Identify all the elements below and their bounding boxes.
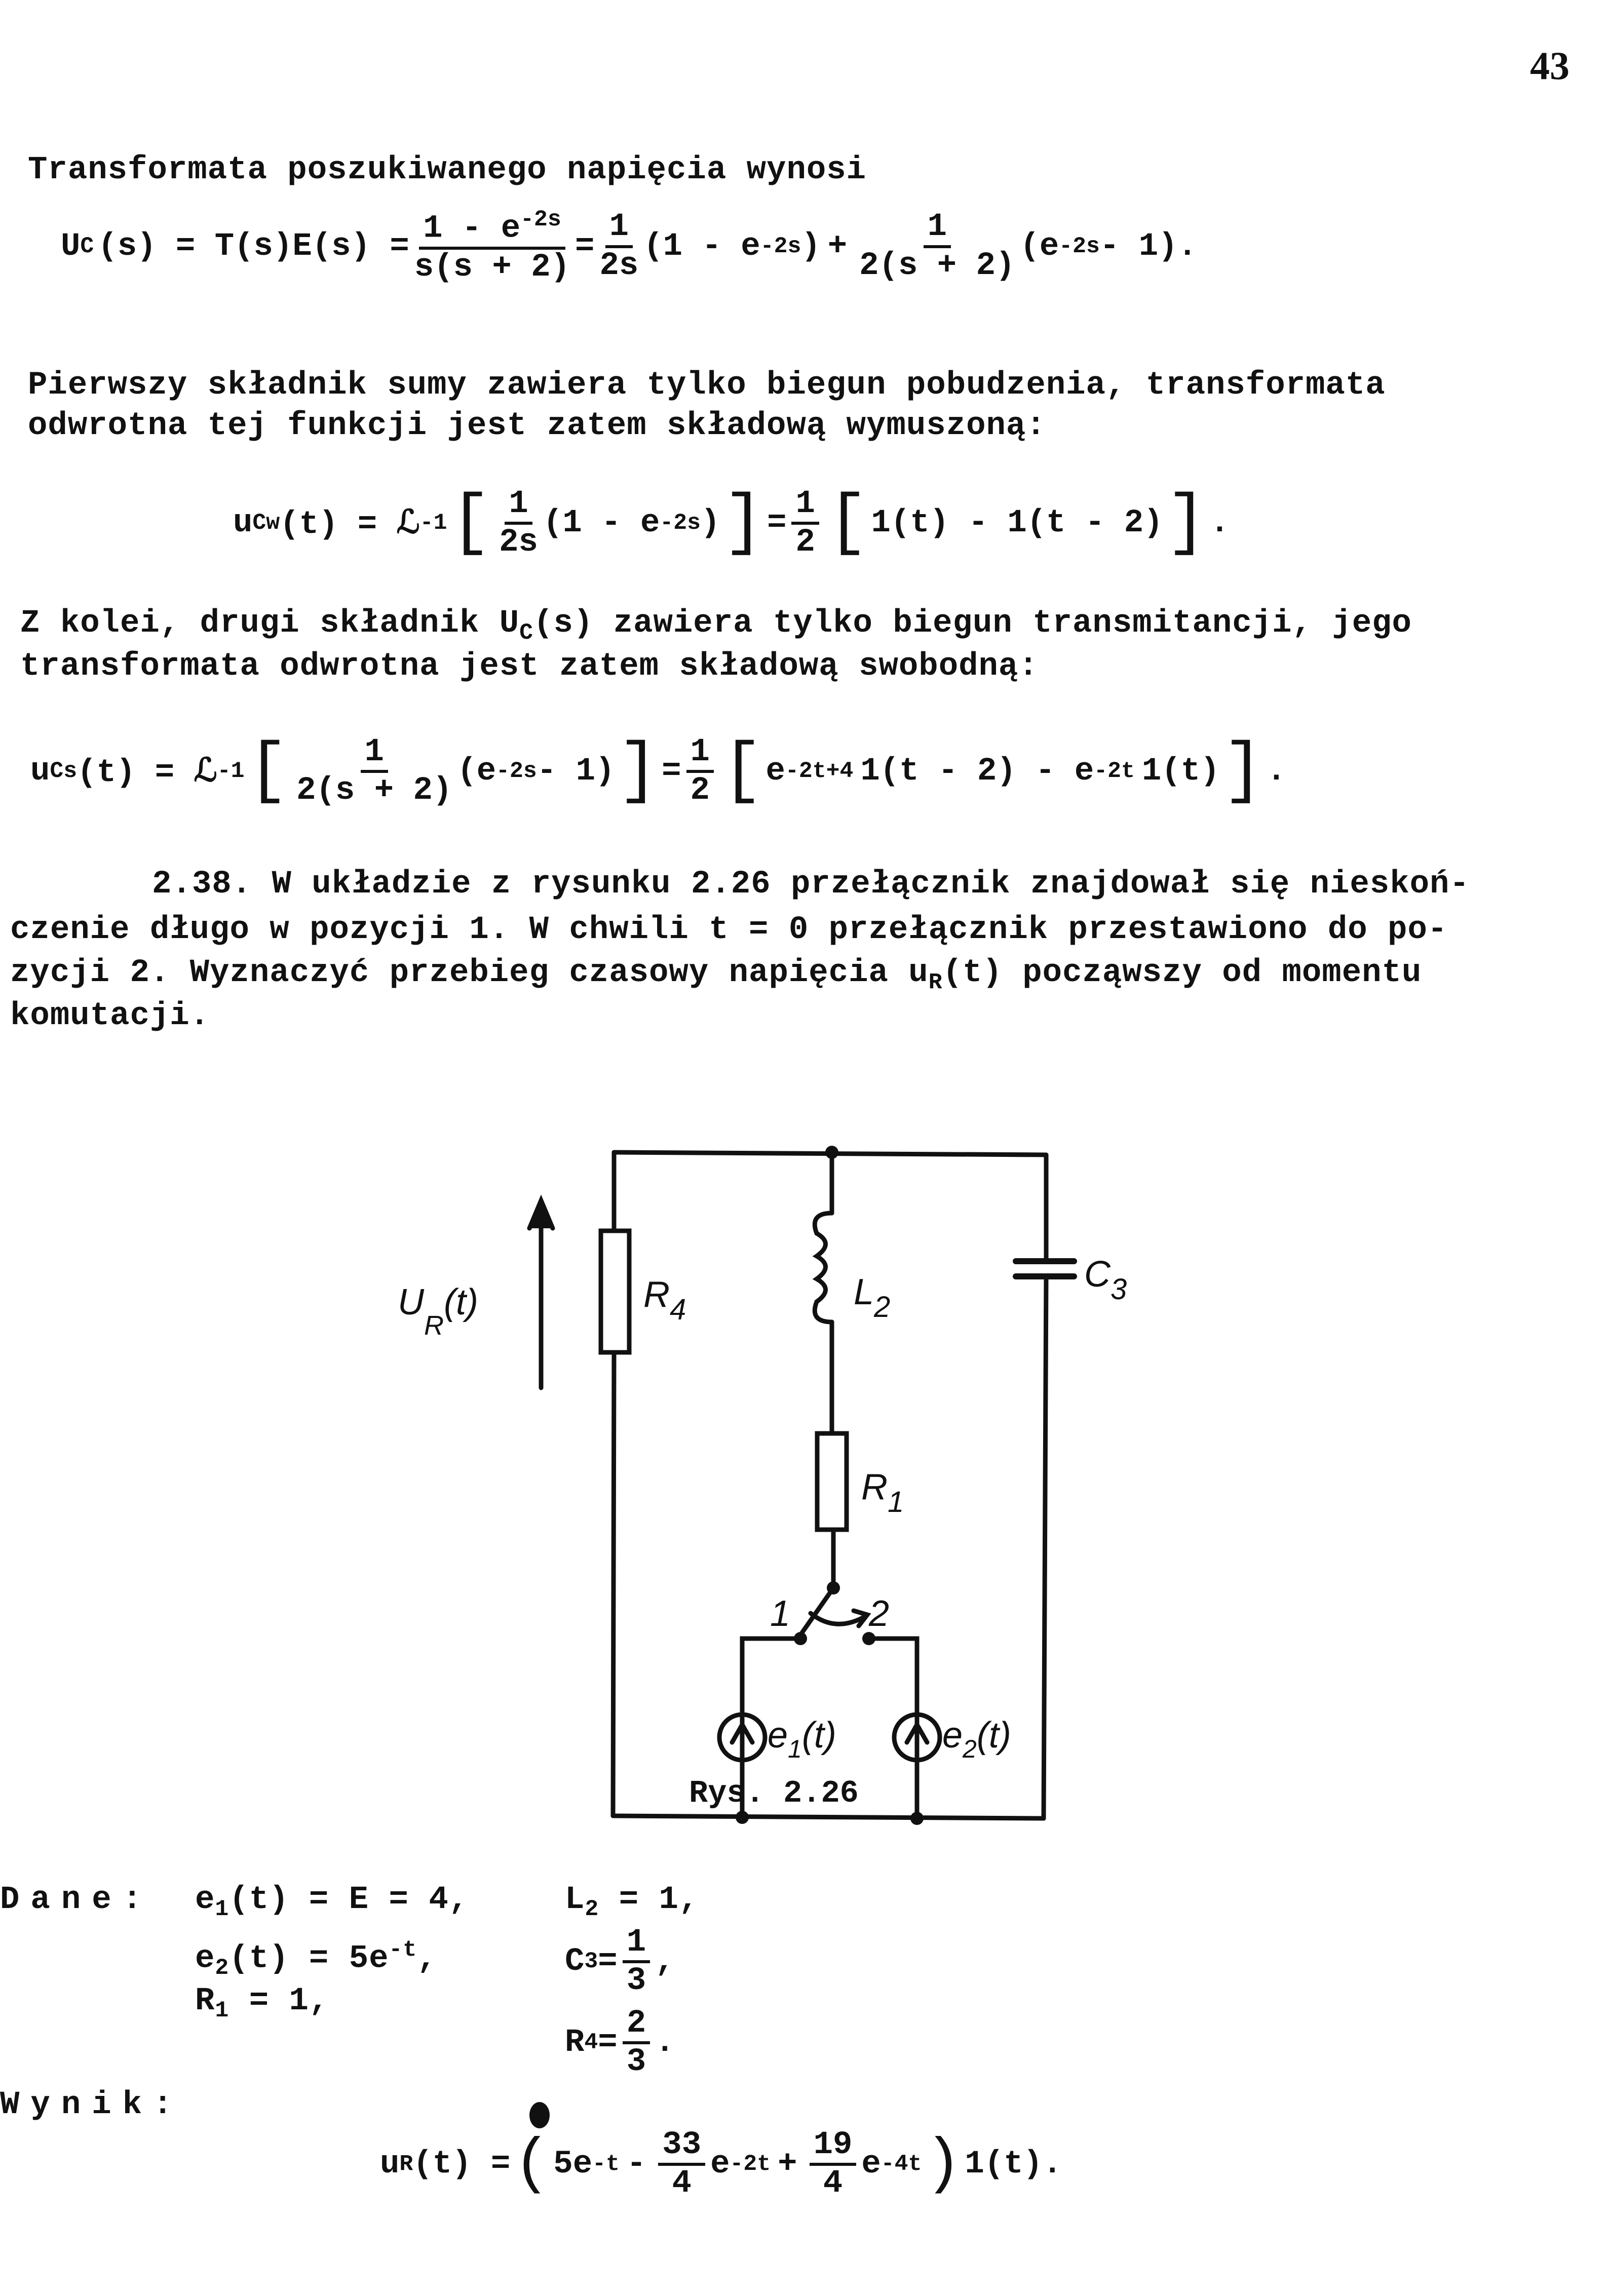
eq3-r3: 1(t) <box>1141 753 1220 790</box>
label-r4: $R_4$ <box>643 1274 686 1326</box>
eq1-plus: + <box>827 228 848 265</box>
paragraph-2-line-2: transformata odwrotna jest zatem składową swobodną: <box>20 648 1039 685</box>
eq3-r1: e <box>765 753 785 790</box>
wire-e2-top <box>869 1639 917 1715</box>
page-number: 43 <box>1530 44 1569 88</box>
eq3-r1-sup: -2t+4 <box>785 759 854 785</box>
eq2-equals: = <box>767 505 787 542</box>
eq2-end: . <box>1210 505 1230 542</box>
eq1-paren1-sup: -2s <box>760 234 801 259</box>
eq2-f-num: 1 <box>505 486 532 525</box>
problem-number: 2.38. <box>152 866 252 903</box>
p2-line1-sub: C <box>519 620 534 646</box>
eq2-half <box>791 486 819 561</box>
label-c3: $C_3$ <box>1084 1254 1127 1306</box>
eq2-inner-close: ) <box>701 505 720 542</box>
eq1-equals: = <box>575 228 595 265</box>
switch-blade-icon <box>798 1588 833 1639</box>
eq3-inner: (e <box>457 753 496 790</box>
eq3-close-bracket: ] <box>618 733 659 810</box>
p2-line1-rest: (s) zawiera tylko biegun transmitancji, jego <box>533 605 1412 642</box>
eq3-r2-sup: -2t <box>1094 759 1135 785</box>
eq1-f1-num-sup: -2s <box>520 207 561 232</box>
eq1-fraction-3 <box>859 209 1015 284</box>
intro-text: Transformata poszukiwanego napięcia wynosi <box>28 152 867 188</box>
label-e2: $e_2(t)$ <box>942 1715 1011 1763</box>
eq3-half <box>686 734 714 809</box>
eq1-paren2: (e <box>1020 228 1059 265</box>
eq1-lhs-sub: C <box>80 234 94 259</box>
eq2-open-bracket-2: [ <box>827 485 868 562</box>
resistor-r4-icon <box>601 1231 629 1352</box>
eq1-paren2-sup: -2s <box>1059 234 1100 259</box>
eq3-lhs-sub: Cs <box>50 759 78 785</box>
eq3-h-num: 1 <box>686 734 714 773</box>
given-e2: $e_2(t) = 5e^{-t}$, <box>195 1937 437 1981</box>
equation-uc-s <box>61 208 1197 285</box>
problem-line3-sub: R <box>928 969 943 995</box>
eq2-inner-sup: -2s <box>660 511 701 536</box>
eq1-f1-den: s(s + 2) <box>414 249 570 286</box>
eq2-h-den: 2 <box>795 524 815 561</box>
eq1-f2-den: 2s <box>599 247 639 284</box>
problem-line3-b: (t) począwszy od momentu <box>942 955 1422 991</box>
label-switch-2: 2 <box>869 1593 890 1634</box>
voltage-arrowhead-icon <box>529 1200 553 1228</box>
eq3-lhs-arg: (t) = ℒ <box>77 755 217 792</box>
eq2-f-den: 2s <box>499 524 538 561</box>
eq2-h-num: 1 <box>791 486 819 525</box>
p2-line1-a: Z kolei, drugi składnik U <box>20 605 520 642</box>
problem-line-3 <box>10 955 1422 995</box>
eq3-close-bracket-2: ] <box>1222 733 1264 810</box>
eq2-rhs: 1(t) - 1(t - 2) <box>871 505 1163 542</box>
eq1-paren1: (1 - e <box>643 228 760 265</box>
eq3-open-bracket-2: [ <box>721 733 763 810</box>
eq2-lhs-arg: (t) = ℒ <box>280 507 420 543</box>
problem-line1-text: W układzie z rysunku 2.26 przełącznik znajdował się nieskoń- <box>272 866 1470 903</box>
result-label: Wynik: <box>0 2087 184 2123</box>
eq1-fraction-2 <box>599 209 638 284</box>
label-l2: $L_2$ <box>854 1272 891 1324</box>
problem-line3-a: zycji 2. Wyznaczyć przebieg czasowy napięcia u <box>10 955 929 991</box>
given-c3: C 3 = $\frac{1}{3}$ , <box>565 1924 675 2000</box>
eq2-close-bracket: ] <box>723 485 764 562</box>
given-l2: $L_2 = 1$, <box>565 1882 699 1922</box>
eq3-f-num: 1 <box>361 734 388 773</box>
ink-blot <box>529 2102 550 2128</box>
eq2-close-bracket-2: ] <box>1166 485 1207 562</box>
eq1-f3-num: 1 <box>924 209 951 248</box>
eq2-fraction <box>499 486 538 561</box>
label-e1: $e_1(t)$ <box>768 1715 836 1763</box>
paragraph-1-line-1: Pierwszy składnik sumy zawiera tylko biegun pobudzenia, transformata <box>28 367 1386 404</box>
eq3-lhs: u <box>30 753 50 790</box>
equation-ucs-t <box>30 734 1286 809</box>
eq1-paren1-close: ) <box>801 228 821 265</box>
label-switch-1: 1 <box>770 1593 791 1634</box>
eq3-r2: 1(t - 2) - e <box>860 753 1094 790</box>
wire-left-bottom <box>613 1352 614 1816</box>
eq1-lhs: U <box>61 228 81 265</box>
eq2-lhs: u <box>233 505 253 542</box>
paragraph-2-line-1 <box>20 605 1412 646</box>
equation-ucw-t <box>233 486 1230 561</box>
label-ur: $U_R(t)$ <box>398 1282 478 1341</box>
wire-e1-top <box>742 1639 800 1715</box>
eq3-fraction <box>296 734 452 809</box>
eq2-inner: (1 - e <box>543 505 660 542</box>
label-r1: $R_1$ <box>861 1467 904 1519</box>
eq1-f3-den: 2(s + 2) <box>859 247 1015 284</box>
given-e1: $e_1(t) = E = 4$, <box>195 1882 469 1922</box>
given-r1: $R_1 = 1$, <box>195 1983 329 2023</box>
eq3-lhs-sup: -1 <box>217 759 245 785</box>
eq2-lhs-sup: -1 <box>419 511 447 536</box>
resistor-r1-icon <box>817 1433 847 1530</box>
eq3-end: . <box>1267 753 1286 790</box>
wire-bottom <box>613 1816 1044 1818</box>
eq1-f2-num: 1 <box>605 209 633 248</box>
figure-caption: Rys. 2.26 <box>689 1775 859 1811</box>
eq3-inner-close: - 1) <box>537 753 615 790</box>
given-r4: R 4 = $\frac{2}{3}$ . <box>565 2005 675 2081</box>
eq2-lhs-sub: Cw <box>252 511 280 536</box>
eq2-open-bracket: [ <box>450 485 491 562</box>
paragraph-1-line-2: odwrotna tej funkcji jest zatem składową wymuszoną: <box>28 408 1046 444</box>
eq1-lhs-arg: (s) = T(s)E(s) = <box>98 228 409 265</box>
eq3-open-bracket: [ <box>247 733 289 810</box>
eq1-fraction-1 <box>414 208 570 285</box>
inductor-l2-icon <box>815 1213 832 1322</box>
eq3-h-den: 2 <box>690 772 710 809</box>
result-equation: u R (t) = ( 5e -t - $\frac{33}{4}$ e -2t + $\frac{19}{4}$ e -4t ) 1(t). <box>380 2127 1062 2202</box>
eq3-inner-sup: -2s <box>496 759 537 785</box>
eq3-f-den: 2(s + 2) <box>296 772 452 809</box>
given-label: Dane: <box>0 1882 154 1918</box>
eq1-f1-num: 1 - e <box>423 210 521 247</box>
problem-line-4: komutacji. <box>10 998 210 1034</box>
problem-line-2: czenie długo w pozycji 1. W chwili t = 0 przełącznik przestawiono do po- <box>10 912 1448 948</box>
wire-right-bottom <box>1044 1276 1046 1818</box>
problem-line-1 <box>152 866 1470 903</box>
eq3-equals: = <box>662 753 681 790</box>
circuit-diagram <box>355 1114 1216 1763</box>
eq1-paren2-close: - 1). <box>1099 228 1197 265</box>
switch-arrow-icon <box>811 1613 866 1624</box>
